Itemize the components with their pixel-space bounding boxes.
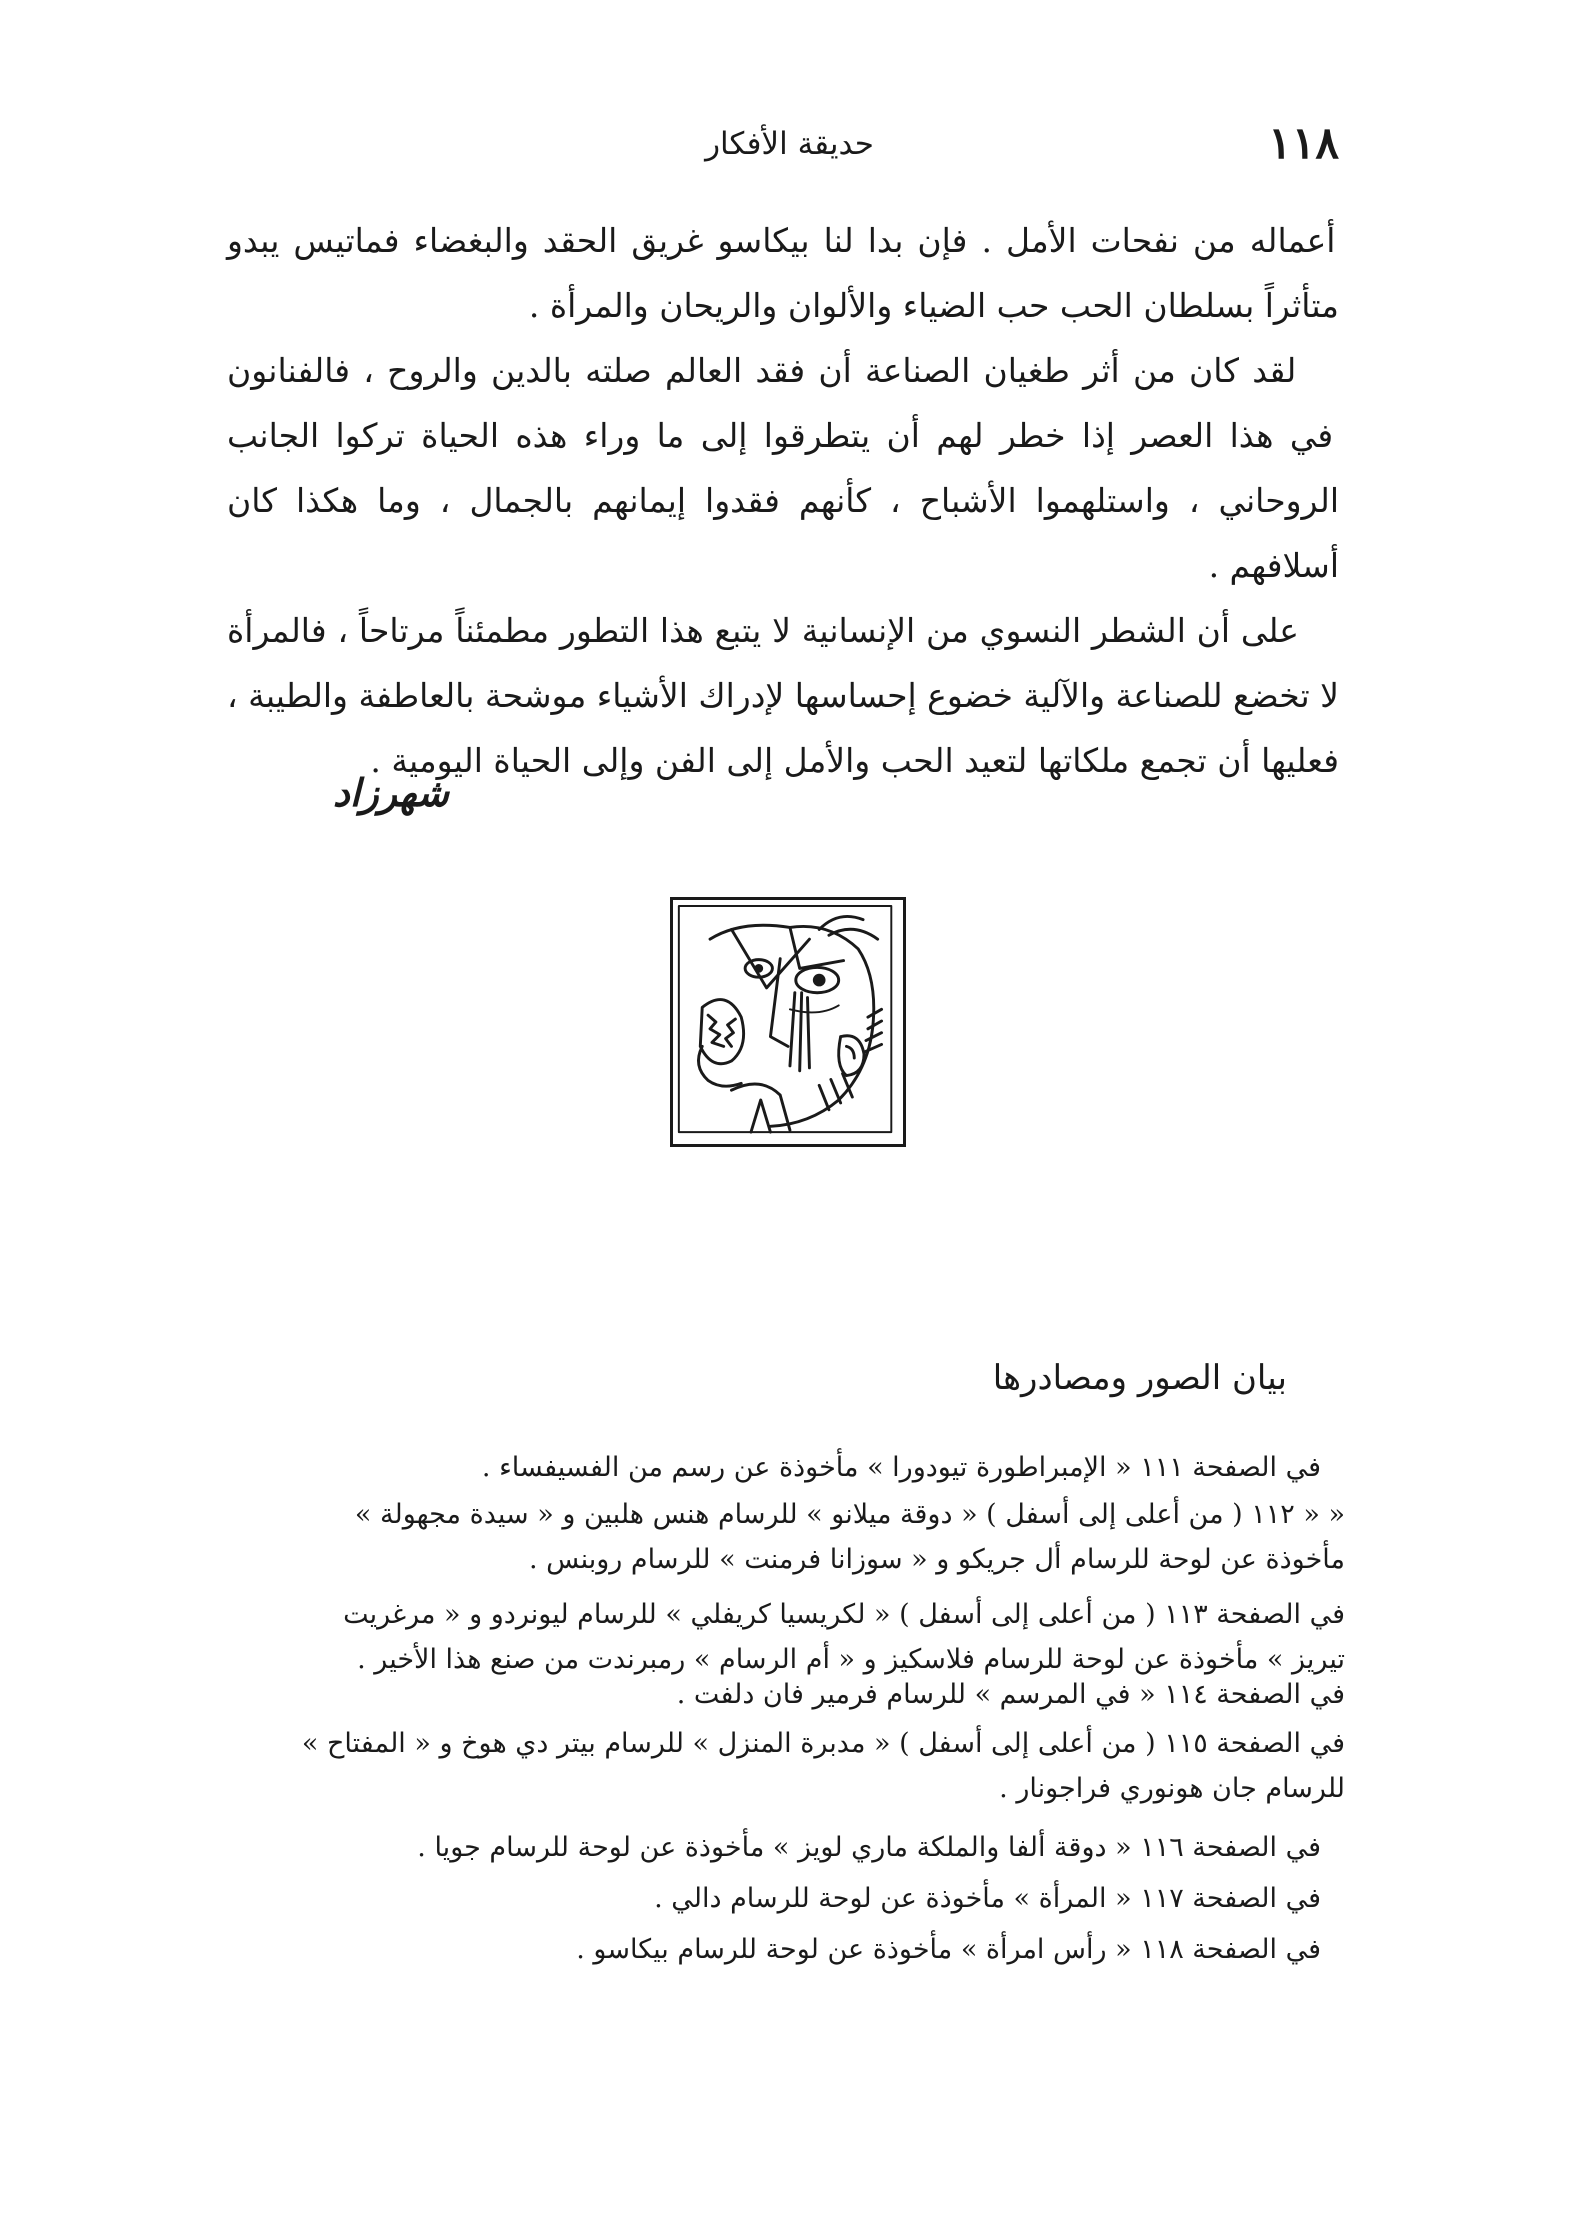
source-entry: للرسام جان هونوري فراجونار . <box>999 1773 1345 1804</box>
essay-line: الروحاني ، واستلهموا الأشباح ، كأنهم فقدوا إيمانهم بالجمال ، وما هكذا كان أسلافهم . <box>227 481 1339 585</box>
essay-line: لقد كان من أثر طغيان الصناعة أن فقد العالم صلته بالدين والروح ، فالفنانون <box>227 351 1297 390</box>
source-entry: في الصفحة ١١٣ ( من أعلى إلى أسفل ) « لكريسيا كريفلي » للرسام ليونردو و « مرغريت <box>343 1599 1345 1630</box>
essay-line: متأثراً بسلطان الحب حب الضياء والألوان والريحان والمرأة . <box>528 286 1339 325</box>
page-number: ١١٨ <box>1268 118 1339 169</box>
source-entry: في الصفحة ١١٧ « المرأة » مأخوذة عن لوحة للرسام دالي . <box>654 1883 1321 1914</box>
essay-paragraph <box>227 598 1339 793</box>
essay-line: أعماله من نفحات الأمل . فإن بدا لنا بيكاسو غريق الحقد والبغضاء فماتيس يبدو <box>227 221 1336 260</box>
essay-paragraph <box>227 208 1339 338</box>
cubist-woman-head-icon <box>670 897 906 1147</box>
author-signature: شهرزاد <box>332 770 449 815</box>
image-sources-list <box>285 1452 1345 1965</box>
source-entry: في الصفحة ١١٤ « في المرسم » للرسام فرمير فان دلفت . <box>676 1679 1345 1710</box>
source-entry: « « ١١٢ ( من أعلى إلى أسفل ) « دوقة ميلانو » للرسام هنس هلبين و « سيدة مجهولة » <box>354 1499 1345 1530</box>
sources-heading: بيان الصور ومصادرها <box>992 1358 1287 1398</box>
source-entry: تيريز » مأخوذة عن لوحة للرسام فلاسكيز و « أم الرسام » رمبرندت من صنع هذا الأخير . <box>357 1644 1345 1675</box>
essay-line: والطيبة ، فعليها أن تجمع ملكاتها لتعيد الحب والأمل إلى الفن وإلى الحياة اليومية . <box>227 676 1339 780</box>
essay-line: على أن الشطر النسوي من الإنسانية لا يتبع هذا التطور مطمئناً مرتاحاً ، <box>326 611 1299 650</box>
source-entry: في الصفحة ١١٨ « رأس امرأة » مأخوذة عن لوحة للرسام بيكاسو . <box>576 1934 1321 1965</box>
essay-line: فالمرأة لا تخضع للصناعة والآلية خضوع إحساسها لإدراك الأشياء موشحة بالعاطفة <box>227 611 1339 715</box>
essay-body <box>227 208 1339 793</box>
essay-paragraph <box>227 338 1339 598</box>
source-entry: في الصفحة ١١٦ « دوقة ألفا والملكة ماري لويز » مأخوذة عن لوحة للرسام جويا . <box>417 1832 1321 1863</box>
source-entry: في الصفحة ١١٥ ( من أعلى إلى أسفل ) « مدبرة المنزل » للرسام بيتر دي هوخ و « المفتاح » <box>301 1728 1345 1759</box>
illustration-drawing <box>673 900 903 1144</box>
essay-line: في هذا العصر إذا خطر لهم أن يتطرقوا إلى ما وراء هذه الحياة تركوا الجانب <box>227 416 1334 455</box>
running-title: حديقة الأفكار <box>705 126 874 162</box>
source-entry: في الصفحة ١١١ « الإمبراطورة تيودورا » مأخوذة عن رسم من الفسيفساء . <box>481 1452 1321 1483</box>
source-entry: مأخوذة عن لوحة للرسام أل جريكو و « سوزانا فرمنت » للرسام روبنس . <box>528 1544 1345 1575</box>
